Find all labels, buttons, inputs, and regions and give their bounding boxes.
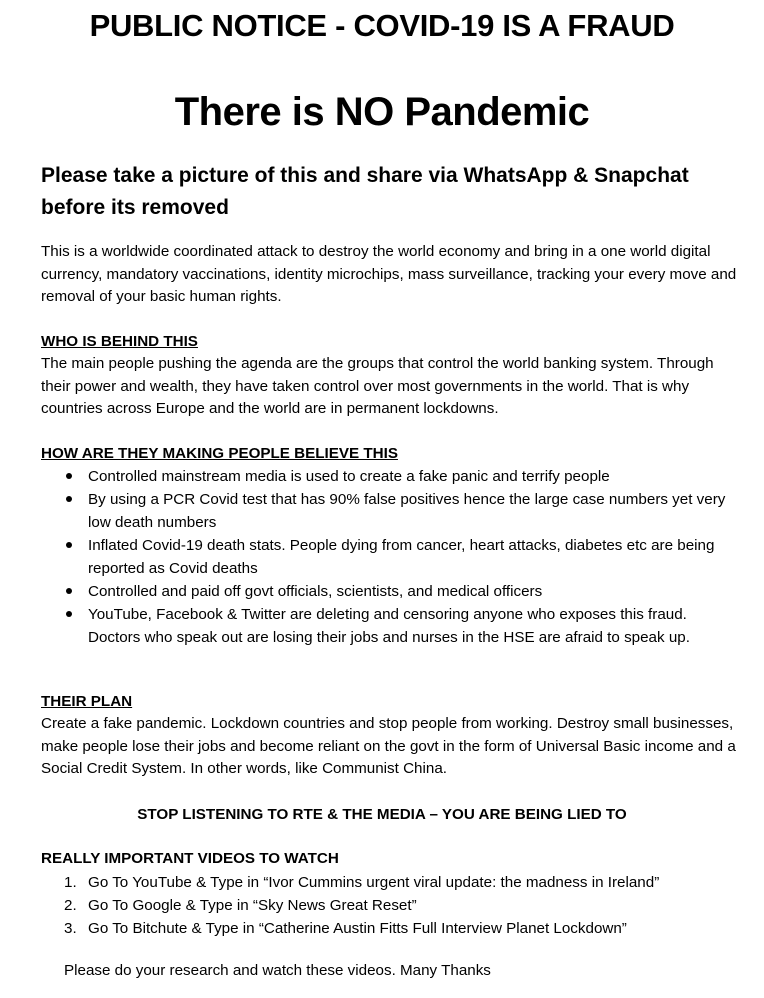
- bullet-icon: [66, 588, 72, 594]
- subheading: Please take a picture of this and share via WhatsApp & Snapchat before its removed: [41, 164, 689, 219]
- closing-line: Please do your research and watch these videos. Many Thanks: [64, 962, 491, 979]
- who-heading: WHO IS BEHIND THIS: [41, 333, 198, 350]
- intro-paragraph: This is a worldwide coordinated attack to destroy the world economy and bring in a one world digital currency, mandatory vaccinations, identity microchips, mass surveillance, tracking your every move and removal of your basic human rights.: [41, 243, 737, 305]
- bullet-icon: [66, 611, 72, 617]
- headline: There is NO Pandemic: [174, 90, 590, 134]
- page-title: PUBLIC NOTICE - COVID-19 IS A FRAUD: [89, 8, 675, 43]
- who-paragraph: The main people pushing the agenda are the groups that control the world banking system. Through their power and wealth, they have taken control over most governments in the world. That is why countries across Europe and the world are in permanent lockdowns.: [41, 355, 714, 417]
- videos-heading: REALLY IMPORTANT VIDEOS TO WATCH: [41, 850, 339, 867]
- plan-heading: THEIR PLAN: [41, 693, 133, 710]
- bullet-icon: [66, 473, 72, 479]
- list-item: Inflated Covid-19 death stats. People dying from cancer, heart attacks, diabetes etc are being reported as Covid deaths: [88, 534, 738, 580]
- bullet-icon: [66, 496, 72, 502]
- list-item: 1. Go To YouTube & Type in “Ivor Cummins urgent viral update: the madness in Ireland”: [64, 874, 660, 891]
- bullet-icon: [66, 542, 72, 548]
- list-item: Controlled and paid off govt officials, scientists, and medical officers: [88, 580, 738, 603]
- list-item: 3. Go To Bitchute & Type in “Catherine Austin Fitts Full Interview Planet Lockdown”: [64, 920, 627, 937]
- videos-list: [64, 871, 738, 940]
- plan-paragraph: Create a fake pandemic. Lockdown countries and stop people from working. Destroy small businesses, make people lose their jobs and become reliant on the govt in the form of Universal Basic income and a Social Credit System. In other words, like Communist China.: [41, 715, 736, 777]
- list-item: 2. Go To Google & Type in “Sky News Great Reset”: [64, 897, 417, 914]
- list-item: YouTube, Facebook & Twitter are deleting and censoring anyone who exposes this fraud. Doctors who speak out are losing their jobs and nurses in the HSE are afraid to speak up.: [88, 603, 738, 649]
- stop-listening-line: STOP LISTENING TO RTE & THE MEDIA – YOU ARE BEING LIED TO: [137, 806, 627, 823]
- how-list: [88, 465, 738, 649]
- how-heading: HOW ARE THEY MAKING PEOPLE BELIEVE THIS: [41, 445, 398, 462]
- list-item: Controlled mainstream media is used to create a fake panic and terrify people: [88, 465, 738, 488]
- list-item: By using a PCR Covid test that has 90% false positives hence the large case numbers yet very low death numbers: [88, 488, 738, 534]
